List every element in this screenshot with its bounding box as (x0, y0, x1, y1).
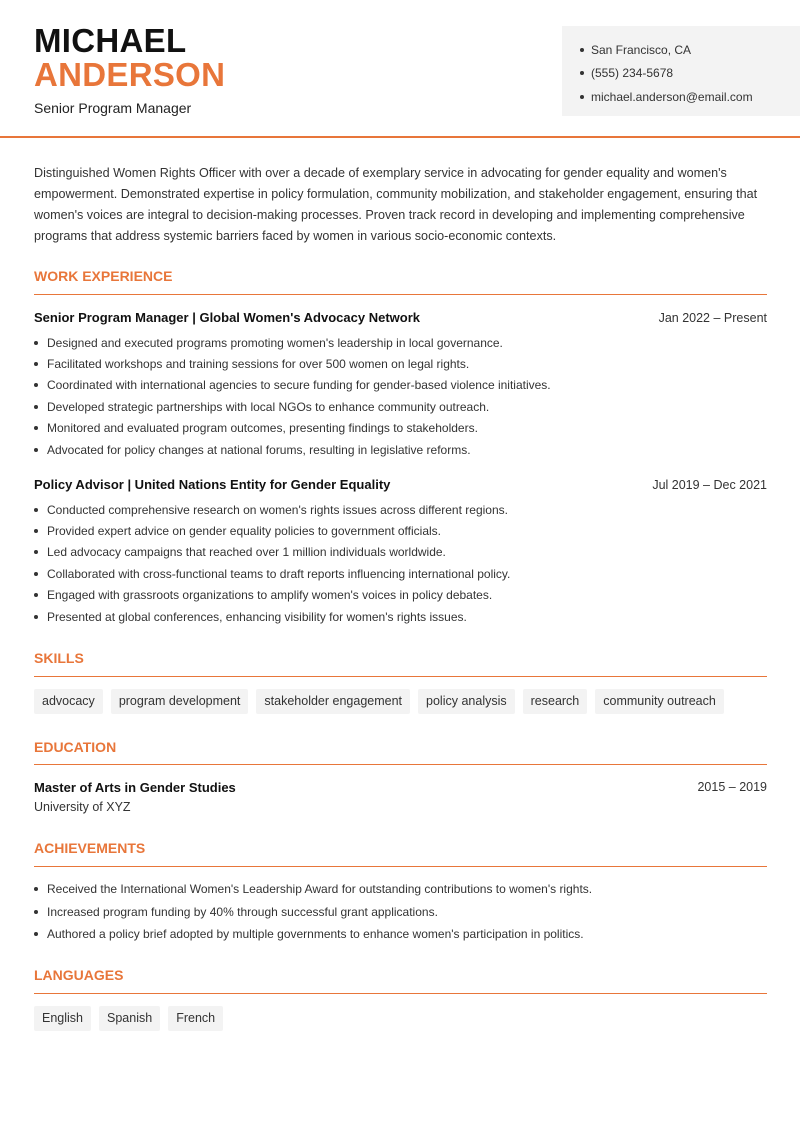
job-header (34, 310, 767, 325)
section-title-languages: LANGUAGES (34, 967, 124, 983)
section-title-skills: SKILLS (34, 650, 84, 666)
bullet-icon (34, 572, 38, 576)
list-item (34, 542, 767, 563)
skill-tag: stakeholder engagement (256, 689, 410, 714)
language-tag: Spanish (99, 1006, 160, 1031)
bullet-text: Advocated for policy changes at national forums, resulting in legislative reforms. (47, 442, 471, 457)
education-school: University of XYZ (34, 800, 131, 814)
list-item (34, 923, 767, 946)
bullet-text: Led advocacy campaigns that reached over 1 million individuals worldwide. (47, 545, 446, 560)
list-item (34, 901, 767, 924)
job-bullets (34, 332, 767, 460)
bullet-icon (34, 383, 38, 387)
list-item (34, 418, 767, 439)
bullet-text: Increased program funding by 40% through successful grant applications. (47, 904, 438, 919)
section-divider (34, 993, 767, 994)
contact-box (562, 26, 800, 116)
skill-tag: community outreach (595, 689, 724, 714)
bullet-text: Monitored and evaluated program outcomes, presenting findings to stakeholders. (47, 421, 478, 436)
job-role: Senior Program Manager | Global Women's Advocacy Network (34, 310, 420, 325)
contact-phone (580, 62, 800, 86)
last-name: ANDERSON (34, 56, 226, 93)
bullet-icon (580, 95, 584, 99)
skill-tag: policy analysis (418, 689, 515, 714)
contact-location (580, 38, 800, 62)
bullet-icon (34, 508, 38, 512)
skills-tags (34, 689, 732, 714)
bullet-icon (34, 529, 38, 533)
bullet-icon (34, 341, 38, 345)
contact-email (580, 85, 800, 109)
bullet-icon (580, 48, 584, 52)
section-title-achievements: ACHIEVEMENTS (34, 840, 146, 856)
bullet-text: Coordinated with international agencies to secure funding for gender-based violence initiatives. (47, 378, 551, 393)
language-tag: English (34, 1006, 91, 1031)
language-tag: French (168, 1006, 223, 1031)
summary-paragraph: Distinguished Women Rights Officer with over a decade of exemplary service in advocating for gender equality and women's empowerment. Demonstrated expertise in policy formulation, community mobilization, and stakeholder engagement, ensuring that women's voices are integral to decision-making processes. Proven track record in developing and implementing comprehensive programs that address systemic barriers faced by women in various socio-economic contexts. (34, 166, 758, 243)
section-divider (34, 676, 767, 677)
skill-tag: advocacy (34, 689, 103, 714)
list-item (34, 878, 767, 901)
bullet-icon (580, 71, 584, 75)
list-item (34, 332, 767, 353)
bullet-text: Developed strategic partnerships with local NGOs to enhance community outreach. (47, 399, 490, 414)
bullet-icon (34, 550, 38, 554)
bullet-icon (34, 615, 38, 619)
language-tags (34, 1006, 231, 1031)
job-dates: Jul 2019 – Dec 2021 (652, 478, 767, 492)
skill-tag: research (523, 689, 588, 714)
section-title-education: EDUCATION (34, 739, 117, 755)
job-header (34, 477, 767, 492)
bullet-icon (34, 887, 38, 891)
section-divider (34, 764, 767, 765)
job-bullets (34, 499, 767, 627)
list-item (34, 439, 767, 460)
achievements-list (34, 878, 767, 946)
phone-text: (555) 234-5678 (591, 66, 674, 81)
bullet-text: Presented at global conferences, enhancing visibility for women's rights issues. (47, 609, 467, 624)
section-divider (34, 294, 767, 295)
bullet-text: Designed and executed programs promoting women's leadership in local governance. (47, 335, 503, 350)
bullet-icon (34, 362, 38, 366)
list-item (34, 585, 767, 606)
list-item (34, 520, 767, 541)
list-item (34, 606, 767, 627)
section-divider (34, 866, 767, 867)
list-item (34, 563, 767, 584)
bullet-text: Authored a policy brief adopted by multiple governments to enhance women's participation in politics. (47, 927, 584, 942)
email-text: michael.anderson@email.com (591, 89, 753, 104)
location-text: San Francisco, CA (591, 42, 692, 57)
job-dates: Jan 2022 – Present (658, 311, 767, 325)
bullet-text: Engaged with grassroots organizations to amplify women's voices in policy debates. (47, 588, 493, 603)
bullet-text: Received the International Women's Leadership Award for outstanding contributions to women's rights. (47, 882, 593, 897)
bullet-text: Conducted comprehensive research on women's rights issues across different regions. (47, 502, 508, 517)
job-role: Policy Advisor | United Nations Entity for Gender Equality (34, 477, 391, 492)
bullet-text: Collaborated with cross-functional teams to draft reports influencing international policy. (47, 566, 511, 581)
bullet-icon (34, 448, 38, 452)
bullet-icon (34, 405, 38, 409)
skill-tag: program development (111, 689, 249, 714)
resume-header (0, 0, 800, 138)
section-title-work: WORK EXPERIENCE (34, 268, 173, 284)
bullet-icon (34, 426, 38, 430)
list-item (34, 396, 767, 417)
bullet-text: Facilitated workshops and training sessions for over 500 women on legal rights. (47, 357, 470, 372)
job-title: Senior Program Manager (34, 100, 192, 116)
education-degree: Master of Arts in Gender Studies (34, 780, 236, 795)
list-item (34, 375, 767, 396)
bullet-icon (34, 932, 38, 936)
bullet-icon (34, 910, 38, 914)
first-name: MICHAEL (34, 22, 187, 59)
list-item (34, 353, 767, 374)
list-item (34, 499, 767, 520)
bullet-text: Provided expert advice on gender equality policies to government officials. (47, 524, 442, 539)
bullet-icon (34, 593, 38, 597)
education-dates: 2015 – 2019 (697, 780, 767, 794)
